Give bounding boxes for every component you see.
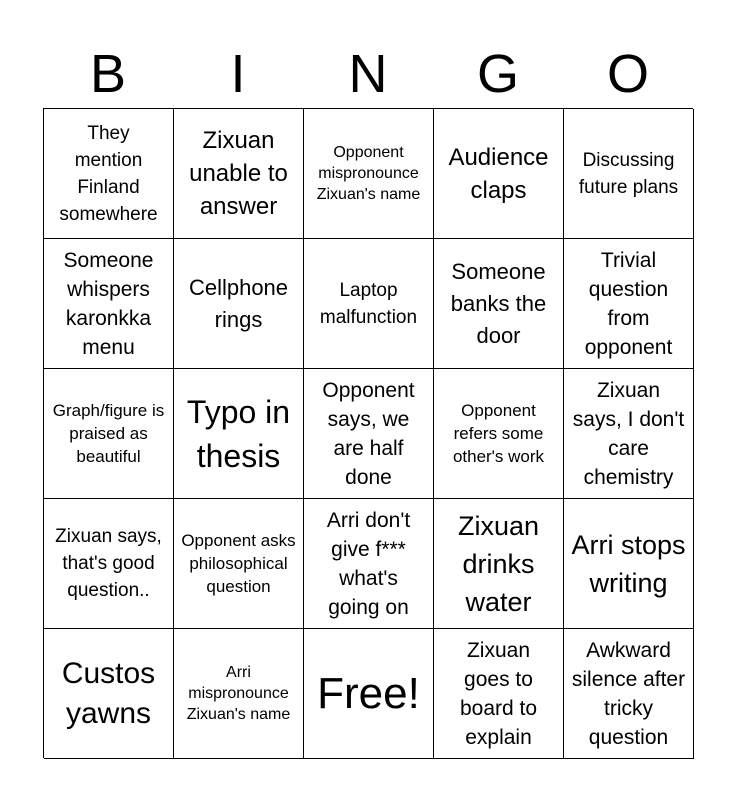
free-space-text: Free! [317, 668, 420, 718]
bingo-cell[interactable] [44, 499, 174, 629]
cell-text: Zixuan unable to answer [189, 127, 288, 220]
cell-text: Awkward silence after tricky question [571, 638, 686, 749]
bingo-cell[interactable] [564, 499, 694, 629]
bingo-cell[interactable] [174, 109, 304, 239]
bingo-cell[interactable] [434, 629, 564, 759]
bingo-cell[interactable] [174, 369, 304, 499]
bingo-board [43, 108, 693, 758]
cell-text: Zixuan drinks water [457, 510, 540, 617]
cell-text: Someone banks the door [450, 258, 547, 348]
cell-text: Zixuan says, that's good question.. [55, 526, 162, 601]
bingo-cell[interactable] [434, 369, 564, 499]
bingo-cell[interactable] [304, 239, 434, 369]
bingo-cell[interactable] [564, 239, 694, 369]
cell-text: Opponent refers some other's work [452, 401, 545, 466]
bingo-header [43, 40, 693, 108]
free-space-cell[interactable] [304, 629, 434, 759]
bingo-cell[interactable] [174, 629, 304, 759]
bingo-cell[interactable] [174, 499, 304, 629]
bingo-cell[interactable] [434, 239, 564, 369]
header-letter-i: I [230, 44, 246, 104]
cell-text: Graph/figure is praised as beautiful [52, 401, 165, 466]
cell-text: Custos yawns [61, 656, 156, 730]
bingo-cell[interactable] [564, 109, 694, 239]
cell-text: Arri stops writing [571, 529, 686, 598]
cell-text: Typo in thesis [186, 393, 291, 474]
cell-text: Arri don't give f*** what's going on [326, 508, 411, 619]
bingo-cell[interactable] [174, 239, 304, 369]
cell-text: Opponent says, we are half done [322, 378, 415, 489]
header-letter-n: N [348, 44, 388, 104]
header-letter-g: G [476, 44, 519, 104]
bingo-cell[interactable] [304, 369, 434, 499]
cell-text: Laptop malfunction [319, 279, 418, 328]
bingo-cell[interactable] [44, 239, 174, 369]
cell-text: Someone whispers karonkka menu [63, 248, 154, 359]
cell-text: Arri mispronounce Zixuan's name [186, 664, 291, 723]
header-letter-b: B [89, 44, 127, 104]
header-letter-o: O [606, 44, 649, 104]
bingo-cell[interactable] [564, 369, 694, 499]
cell-text: Zixuan goes to board to explain [459, 638, 538, 749]
cell-text: Cellphone rings [188, 274, 289, 332]
bingo-cell[interactable] [304, 109, 434, 239]
bingo-cell[interactable] [564, 629, 694, 759]
bingo-cell[interactable] [44, 109, 174, 239]
cell-text: Zixuan says, I don't care chemistry [572, 378, 685, 489]
bingo-cell[interactable] [44, 629, 174, 759]
bingo-cell[interactable] [434, 499, 564, 629]
cell-text: Discussing future plans [578, 149, 679, 198]
cell-text: Opponent asks philosophical question [181, 531, 296, 596]
bingo-cell[interactable] [44, 369, 174, 499]
cell-text: Opponent mispronounce Zixuan's name [316, 144, 421, 203]
bingo-cell[interactable] [434, 109, 564, 239]
cell-text: Audience claps [448, 143, 549, 204]
cell-text: Trivial question from opponent [584, 248, 673, 359]
cell-text: They mention Finland somewhere [59, 122, 158, 225]
bingo-cell[interactable] [304, 499, 434, 629]
